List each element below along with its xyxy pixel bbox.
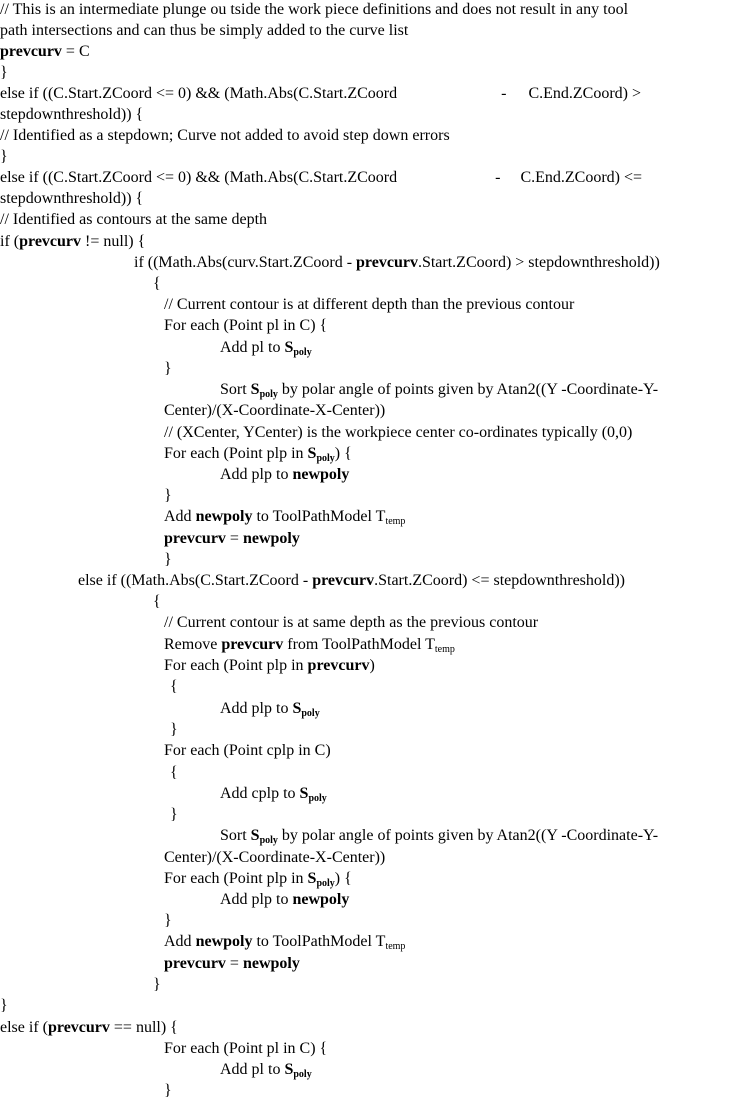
code-line: if (prevcurv != null) { <box>0 233 146 250</box>
code-line: Add pl to $S_{poly}$ <box>220 1061 312 1080</box>
code-line: Add newpoly to ToolPathModel $T_{temp}$ <box>164 508 406 527</box>
code-line: For each (Point cplp in C) <box>164 742 331 759</box>
code-line: if ((Math.Abs(curv.Start.ZCoord - prevcurv.Start.ZCoord) > stepdownthreshold)) <box>134 254 660 271</box>
code-line: } <box>164 551 172 568</box>
code-line: } <box>170 721 178 738</box>
code-line: } <box>0 64 8 81</box>
code-line: { <box>153 275 161 292</box>
code-line: // (XCenter, YCenter) is the workpiece center co-ordinates typically (0,0) <box>164 424 633 441</box>
code-line: } <box>0 997 8 1014</box>
code-line: For each (Point plp in $S_{poly}$) { <box>164 870 352 889</box>
code-line: prevcurv = newpoly <box>164 530 300 547</box>
code-line: Add plp to $S_{poly}$ <box>220 700 320 719</box>
code-line: } <box>153 976 161 993</box>
code-line: } <box>0 148 8 165</box>
code-line: Add pl to $S_{poly}$ <box>220 339 312 358</box>
code-line: Add cplp to $S_{poly}$ <box>220 785 327 804</box>
code-line: else if ((C.Start.ZCoord <= 0) && (Math.Abs(C.Start.ZCoord - C.End.ZCoord) <= <box>0 169 643 186</box>
code-line: stepdownthreshold)) { <box>0 190 144 207</box>
code-line: Add plp to newpoly <box>220 466 350 483</box>
code-line: } <box>164 1082 172 1099</box>
code-line: Add plp to newpoly <box>220 891 350 908</box>
code-line: // Identified as contours at the same depth <box>0 211 268 228</box>
code-line: stepdownthreshold)) { <box>0 106 144 123</box>
code-line: { <box>170 764 178 781</box>
code-line: else if ((Math.Abs(C.Start.ZCoord - prevcurv.Start.ZCoord) <= stepdownthreshold)) <box>78 572 626 589</box>
code-line: For each (Point pl in C) { <box>164 1040 328 1057</box>
code-line: prevcurv = C <box>0 43 90 60</box>
code-line: { <box>153 593 161 610</box>
code-line: else if (prevcurv == null) { <box>0 1019 178 1036</box>
code-line: else if ((C.Start.ZCoord <= 0) && (Math.Abs(C.Start.ZCoord - C.End.ZCoord) > <box>0 85 642 102</box>
code-line: Remove prevcurv from ToolPathModel $T_{temp}$ <box>164 636 455 655</box>
code-line: Center)/(X-Coordinate-X-Center)) <box>164 849 386 866</box>
code-line: } <box>164 912 172 929</box>
code-line: { <box>170 678 178 695</box>
code-line: Center)/(X-Coordinate-X-Center)) <box>164 402 386 419</box>
code-line: // Identified as a stepdown; Curve not added to avoid step down errors <box>0 127 450 144</box>
code-line: path intersections and can thus be simply added to the curve list <box>0 22 409 39</box>
code-line: Sort $S_{poly}$ by polar angle of points given by Atan2((Y -Coordinate-Y- <box>220 381 659 400</box>
code-line: prevcurv = newpoly <box>164 955 300 972</box>
code-line: Add newpoly to ToolPathModel $T_{temp}$ <box>164 933 406 952</box>
code-line: } <box>170 806 178 823</box>
code-line: For each (Point plp in $S_{poly}$) { <box>164 445 352 464</box>
code-line: // Current contour is at same depth as the previous contour <box>164 614 539 631</box>
code-line: // Current contour is at different depth than the previous contour <box>164 296 575 313</box>
code-line: For each (Point pl in C) { <box>164 317 328 334</box>
code-line: } <box>164 487 172 504</box>
code-line: } <box>164 360 172 377</box>
code-line: Sort $S_{poly}$ by polar angle of points given by Atan2((Y -Coordinate-Y- <box>220 827 659 846</box>
code-line: // This is an intermediate plunge ou tside the work piece definitions and does not result in any tool <box>0 1 629 18</box>
code-line: For each (Point plp in prevcurv) <box>164 657 375 674</box>
